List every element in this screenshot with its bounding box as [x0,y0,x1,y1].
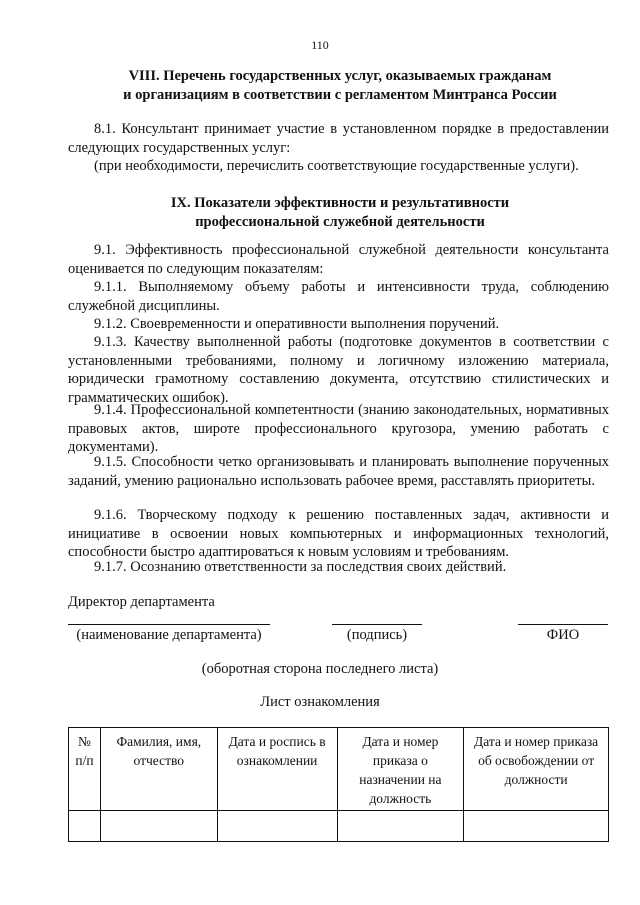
department-caption: (наименование департамента) [76,627,262,643]
paragraph-9-1-5: 9.1.5. Способности четко организовывать и планировать выполнение порученных заданий, умению рационально использовать рабочее время, расставлять приоритеты. [68,454,609,489]
name-line [518,624,608,625]
table-cell [69,811,101,842]
header-full-name: Фамилия, имя, отчество [100,728,217,811]
paragraph-9-1-2: 9.1.2. Своевременности и оперативности выполнения поручений. [94,316,500,332]
reverse-side-note: (оборотная сторона последнего листа) [201,661,439,677]
section9-title: IX. Показатели эффективности и результативности профессиональной служебной деятельности [170,195,510,230]
acknowledgement-title: Лист ознакомления [260,694,380,710]
signature-caption: (подпись) [346,627,408,643]
name-caption: ФИО [546,627,580,643]
header-appointment-order: Дата и номер приказа о назначении на должность [337,728,464,811]
signature-label: Директор департамента [68,594,215,610]
page-number: 110 [311,38,329,52]
table-cell [337,811,464,842]
paragraph-9-1-1: 9.1.1. Выполняемому объему работы и интенсивности труда, соблюдению служебной дисциплины. [68,279,609,314]
signature-line [332,624,422,625]
paragraph-8-note: (при необходимости, перечислить соответствующие государственные услуги). [94,158,579,174]
paragraph-9-1-4: 9.1.4. Профессиональной компетентности (знанию законодательных, нормативных правовых актов, широте профессионального кругозора, умению работать с документами). [68,402,609,456]
paragraph-9-1-3: 9.1.3. Качеству выполненной работы (подготовке документов в соответствии с установленными требованиями, полному и логичному изложению материала, юридически грамотному составлению документа, отсутствию стилистических и грамматических ошибок). [68,334,609,406]
section8-title: VIII. Перечень государственных услуг, оказываемых гражданам и организациям в соответствии с регламентом Минтранса России [123,68,557,103]
paragraph-8-1: 8.1. Консультант принимает участие в установленном порядке в предоставлении следующих государственных услуг: [68,121,609,156]
paragraph-9-1: 9.1. Эффективность профессиональной служебной деятельности консультанта оценивается по следующим показателям: [68,242,609,277]
paragraph-9-1-6: 9.1.6. Творческому подходу к решению поставленных задач, активности и инициативе в освоении новых компьютерных и информационных технологий, способности быстро адаптироваться к новым условиям и требованиям. [68,507,609,561]
header-number: № п/п [69,728,101,811]
header-dismissal-order: Дата и номер приказа об освобождении от должности [464,728,609,811]
table-row [69,811,609,842]
department-line [68,624,270,625]
table-cell [100,811,217,842]
table-header-row [69,728,609,811]
table-cell [464,811,609,842]
header-date-signature: Дата и роспись в ознакомлении [217,728,337,811]
table-cell [217,811,337,842]
paragraph-9-1-7: 9.1.7. Осознанию ответственности за последствия своих действий. [94,559,507,575]
acknowledgement-table [68,727,609,842]
